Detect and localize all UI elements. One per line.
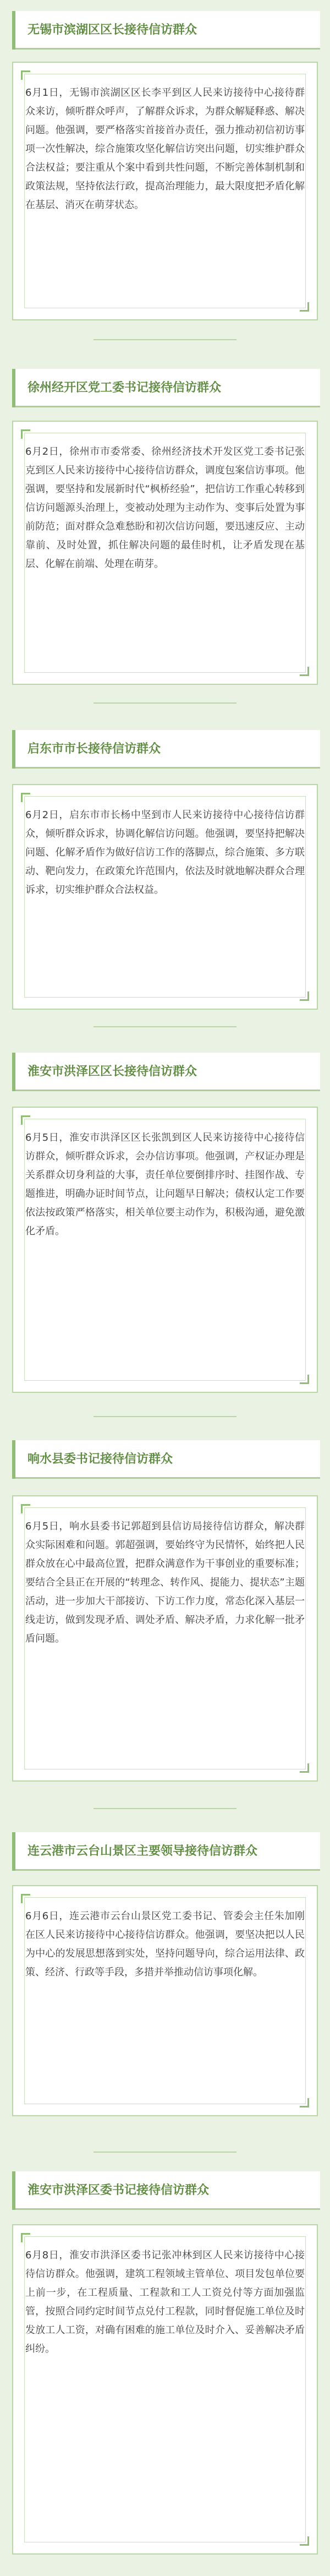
corner-ornament xyxy=(21,1115,30,1125)
corner-ornament xyxy=(300,1375,309,1384)
section-title: 徐州经开区党工委书记接待信访群众 xyxy=(28,381,222,395)
section-header xyxy=(12,369,320,407)
section-card xyxy=(12,1107,318,1393)
section-header xyxy=(12,1053,320,1091)
section-card xyxy=(12,1495,318,1782)
corner-ornament xyxy=(21,2233,30,2242)
section-body: 6月6日，连云港市云台山景区党工委书记、管委会主任朱加刚在区人民来访接待中心接待信访群众。他强调，要坚决把以人民为中心的发展思想落到实处，坚持问题导向，综合运用法律、政策、经济、行政等手段，多措并举推动信访事项化解。 xyxy=(25,1910,305,1978)
corner-ornament xyxy=(21,70,30,80)
section-card xyxy=(12,1885,318,2116)
corner-ornament xyxy=(300,667,309,676)
section-divider xyxy=(94,1026,237,1027)
section-header xyxy=(12,1832,320,1871)
section-body: 6月2日，徐州市市委常委、徐州经济技术开发区党工委书记张克到区人民来访接待中心接待信访群众，调度包案信访事项。他强调，要坚持和发展新时代“枫桥经验”，把信访工作重心转移到信访问题源头治理上，变被动处理为主动作为、变事后处置为事前防范；面对群众急难愁盼和初次信访问题，要迅速反应、主动靠前、及时处置，抓住解决问题的最佳时机，让矛盾发现在基层、化解在前端、处理在萌芽。 xyxy=(25,446,305,570)
section-body: 6月5日，响水县委书记郭超到县信访局接待信访群众，解决群众实际困难和问题。郭超强调，要始终守为民情怀，始终把人民群众放在心中最高位置，把群众满意作为干事创业的重要标准；要结合全县正在开展的“转理念、转作风、提能力、提状态”主题活动，进一步加大干部接访、下访工作力度，常态化深入基层一线走访，做到发现矛盾、调处矛盾、解决矛盾，力求化解一批矛盾问题。 xyxy=(25,1521,305,1644)
section-title: 无锡市滨湖区区长接待信访群众 xyxy=(28,23,197,37)
header-underline xyxy=(15,767,320,769)
section-card xyxy=(12,784,318,1010)
section-title: 连云港市云台山景区主要领导接待信访群众 xyxy=(28,1844,258,1858)
section-card xyxy=(12,62,318,320)
section-title: 淮安市洪泽区区长接待信访群众 xyxy=(28,1065,197,1079)
section-title: 响水县委书记接待信访群众 xyxy=(28,1452,173,1466)
corner-ornament xyxy=(21,1894,30,1903)
corner-ornament xyxy=(300,302,309,312)
section-title: 启东市市长接待信访群众 xyxy=(28,742,161,756)
corner-ornament xyxy=(21,1504,30,1513)
section-header xyxy=(12,730,320,769)
corner-ornament xyxy=(21,793,30,802)
header-underline xyxy=(15,2208,320,2210)
corner-ornament xyxy=(300,2536,309,2546)
section-header xyxy=(12,1440,320,1479)
header-underline xyxy=(15,1090,320,1091)
corner-ornament xyxy=(300,2098,309,2107)
section-body: 6月5日，淮安市洪泽区区长张凯到区人民来访接待中心接待信访群众，倾听群众诉求，会办信访事项。他强调，产权证办理是关系群众切身利益的大事，责任单位要倒排序时、挂图作战、专题推进，明确办证时间节点，让问题早日解决；债权认定工作要依法按政策严格落实，相关单位要主动作为，积极沟通，避免激化矛盾。 xyxy=(25,1132,305,1237)
section-header xyxy=(12,11,320,50)
corner-ornament xyxy=(21,429,30,439)
section-card xyxy=(12,2224,318,2555)
section-body: 6月1日，无锡市滨湖区区长李平到区人民来访接待中心接待群众来访，倾听群众呼声，了解群众诉求，为群众解疑释惑、解决问题。他强调，要严格落实首接首办责任，强力推动初信初访事项一次性解决，综合施策攻坚化解信访突出问题，切实维护群众合法权益；要注重从个案中看到共性问题，不断完善体制机制和政策法规，坚持依法行政，提高治理能力，最大限度把矛盾化解在基层、消灭在萌芽状态。 xyxy=(25,87,305,211)
section-divider xyxy=(94,2152,237,2153)
section-body: 6月8日，淮安市洪泽区委书记张冲林到区人民来访接待中心接待信访群众。他强调，建筑工程领域主管单位、项目发包单位要上前一步，在工程质量、工程款和工人工资兑付等方面加强监管，按照合同约定时间节点兑付工程款，同时督促施工单位及时发放工人工资，对确有困难的施工单位及时介入、妥善解决矛盾纠纷。 xyxy=(25,2250,305,2355)
section-card xyxy=(12,421,318,685)
header-underline xyxy=(15,406,320,407)
corner-ornament xyxy=(300,992,309,1001)
header-underline xyxy=(15,48,320,50)
section-header xyxy=(12,2171,320,2210)
header-underline xyxy=(15,1869,320,1871)
section-body: 6月2日，启东市市长杨中坚到市人民来访接待中心接待信访群众，倾听群众诉求，协调化解信访问题。他强调，要坚持把解决问题、化解矛盾作为做好信访工作的落脚点，综合施策、多方联动、靶向发力，在政策允许范围内，依法及时就地解决群众合理诉求，切实维护群众合法权益。 xyxy=(25,809,305,896)
section-divider xyxy=(94,702,237,704)
section-title: 淮安市洪泽区委书记接待信访群众 xyxy=(28,2183,210,2197)
corner-ornament xyxy=(300,1763,309,1773)
section-divider xyxy=(94,339,237,340)
header-underline xyxy=(15,1477,320,1479)
section-divider xyxy=(94,1808,237,1809)
section-divider xyxy=(94,1416,237,1417)
